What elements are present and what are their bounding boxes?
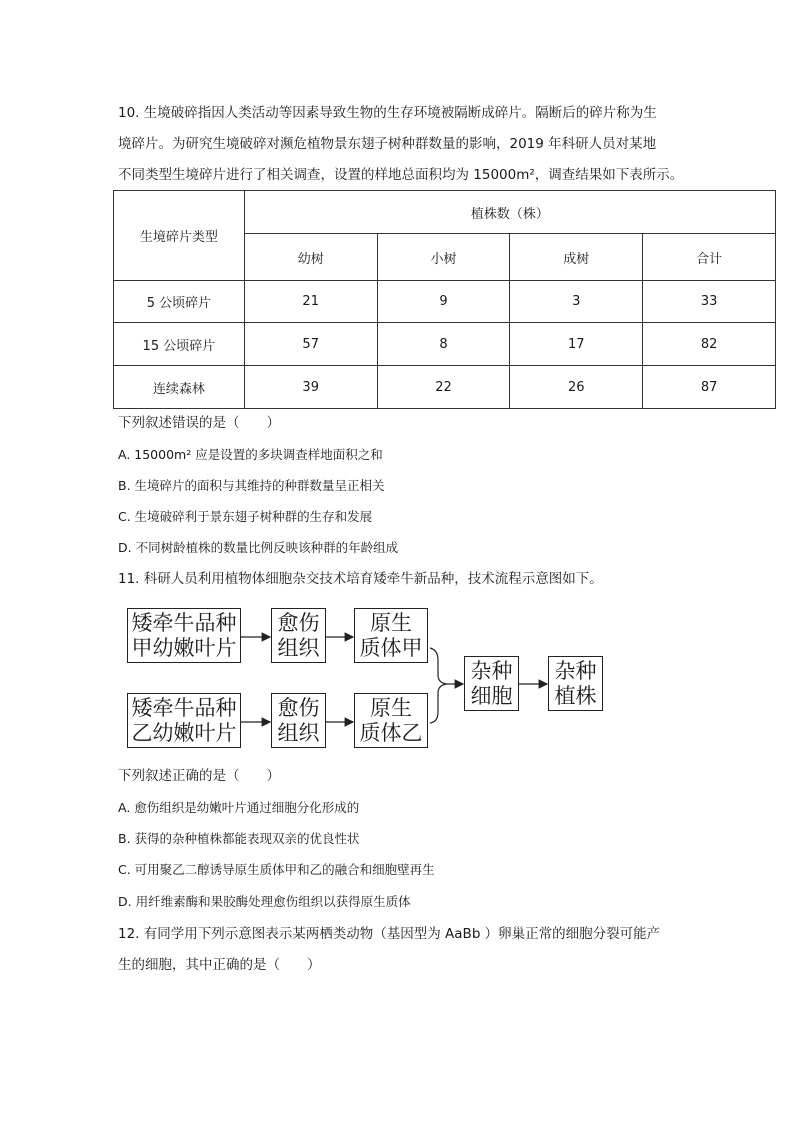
callus-b-line-1: 愈伤 (277, 695, 320, 720)
table-cell: 3 (510, 281, 643, 323)
q10-option-d: D. 不同树龄植株的数量比例反映该种群的年龄组成 (118, 540, 399, 555)
table-header-plant-count: 植株数（株） (244, 191, 775, 234)
table-col-header: 合计 (643, 234, 776, 281)
callus-a-line-2: 组织 (277, 635, 320, 660)
q10-stem-line-2: 境碎片。为研究生境破碎对濒危植物景东翅子树种群数量的影响，2019 年科研人员对某地 (118, 136, 657, 152)
q11-option-b: B. 获得的杂种植株都能表现双亲的优良性状 (118, 831, 360, 846)
q11-stem: 11. 科研人员利用植物体细胞杂交技术培育矮牵牛新品种，技术流程示意图如下。 (118, 571, 603, 587)
leaf-a-line-2: 甲幼嫩叶片 (131, 635, 237, 660)
table-col-header: 小树 (377, 234, 510, 281)
table-cell: 17 (510, 323, 643, 366)
table-cell: 9 (377, 281, 510, 323)
hybrid-cell-line-1: 杂种 (470, 658, 513, 683)
table-row-label: 5 公顷碎片 (114, 281, 245, 323)
table-cell: 82 (643, 323, 776, 366)
callus-a-box (271, 608, 326, 663)
table-cell: 8 (377, 323, 510, 366)
hybrid-plant-line-1: 杂种 (554, 658, 597, 683)
q10-option-b: B. 生境碎片的面积与其维持的种群数量呈正相关 (118, 478, 385, 493)
protoplast-a-box (354, 608, 428, 663)
table-row-label: 连续森林 (114, 366, 245, 409)
q11-option-d: D. 用纤维素酶和果胶酶处理愈伤组织以获得原生质体 (118, 894, 411, 909)
protoplast-b-line-1: 原生 (370, 695, 412, 720)
table-cell: 87 (643, 366, 776, 409)
protoplast-b-line-2: 质体乙 (359, 720, 423, 745)
table-cell: 26 (510, 366, 643, 409)
protoplast-a-line-1: 原生 (370, 610, 412, 635)
q11-option-a: A. 愈伤组织是幼嫩叶片通过细胞分化形成的 (118, 800, 360, 815)
leaf-a-line-1: 矮牵牛品种 (131, 610, 237, 635)
hybrid-cell-line-2: 细胞 (470, 683, 513, 708)
protoplast-a-line-2: 质体甲 (359, 635, 423, 660)
q10-stem-line-1: 10. 生境破碎指因人类活动等因素导致生物的生存环境被隔断成碎片。隔断后的碎片称为生 (118, 105, 657, 121)
hybrid-plant-line-2: 植株 (554, 683, 597, 708)
hybrid-plant-box (548, 656, 603, 711)
table-cell: 22 (377, 366, 510, 409)
leaf-b-line-1: 矮牵牛品种 (131, 695, 237, 720)
table-cell: 57 (244, 323, 377, 366)
merge-brace-icon (430, 648, 447, 723)
leaf-b-box (127, 693, 241, 748)
table-row-label: 15 公顷碎片 (114, 323, 245, 366)
callus-a-line-1: 愈伤 (277, 610, 320, 635)
leaf-b-line-2: 乙幼嫩叶片 (131, 720, 237, 745)
q10-option-c: C. 生境破碎利于景东翅子树种群的生存和发展 (118, 509, 373, 524)
hybrid-cell-box (464, 656, 519, 711)
leaf-a-box (127, 608, 241, 663)
table-col-header: 成树 (510, 234, 643, 281)
q12-stem-line-1: 12. 有同学用下列示意图表示某两栖类动物（基因型为 AaBb ）卵巢正常的细胞分裂可能产 (118, 926, 661, 942)
q10-option-a: A. 15000m² 应是设置的多块调查样地面积之和 (118, 447, 383, 462)
q10-question: 下列叙述错误的是（ ） (118, 415, 280, 431)
callus-b-box (271, 693, 326, 748)
q12-stem-line-2: 生的细胞，其中正确的是（ ） (118, 957, 321, 973)
table-cell: 33 (643, 281, 776, 323)
table-col-header: 幼树 (244, 234, 377, 281)
table-header-habitat-type: 生境碎片类型 (114, 191, 245, 281)
callus-b-line-2: 组织 (277, 720, 320, 745)
table-cell: 39 (244, 366, 377, 409)
q11-question: 下列叙述正确的是（ ） (118, 768, 280, 784)
table-cell: 21 (244, 281, 377, 323)
q11-option-c: C. 可用聚乙二醇诱导原生质体甲和乙的融合和细胞壁再生 (118, 862, 435, 877)
q10-stem-line-3: 不同类型生境碎片进行了相关调查，设置的样地总面积均为 15000m²，调查结果如下表所示。 (118, 167, 684, 183)
protoplast-b-box (354, 693, 428, 748)
